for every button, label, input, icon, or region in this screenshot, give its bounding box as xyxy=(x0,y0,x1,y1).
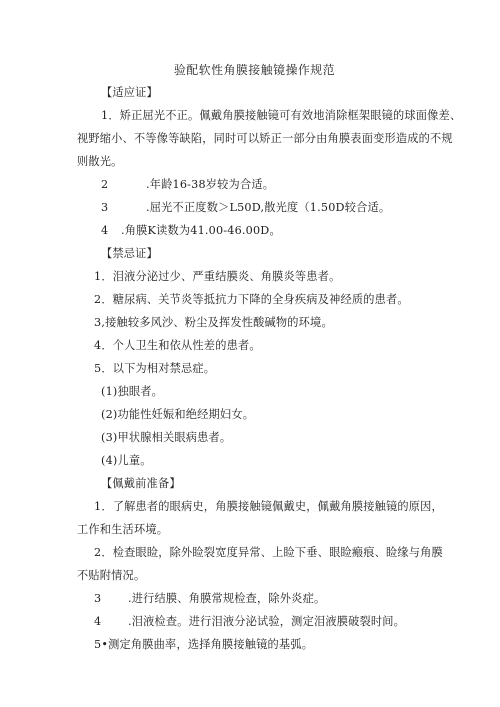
contraindication-item-5: 5．以下为相对禁忌症。 xyxy=(94,362,216,375)
section-heading-preparation: 【佩戴前准备】 xyxy=(101,477,181,490)
page-title: 验配软性角膜接触镜操作规范 xyxy=(174,63,336,77)
contraindication-item-3: 3,接触较多风沙、粉尘及挥发性酸碱物的环境。 xyxy=(94,316,333,329)
preparation-item-2-line-1: 2．检查眼睑，除外睑裂宽度异常、上睑下垂、眼睑瘢痕、睑缘与角膜 xyxy=(94,546,443,559)
preparation-item-1-line-2: 工作和生活环境。 xyxy=(77,523,169,536)
indication-item-1-line-1: 1．矫正屈光不正。佩戴角膜接触镜可有效地消除框架眼镜的球面像差、 xyxy=(101,109,462,122)
contraindication-item-1: 1．泪液分泌过少、严重结膜炎、角膜炎等患者。 xyxy=(94,270,341,283)
preparation-item-4-number: 4 xyxy=(94,615,102,628)
preparation-item-2-line-2: 不贴附情况。 xyxy=(77,569,146,582)
contraindication-sub-2: (2)功能性妊娠和绝经期妇女。 xyxy=(101,408,255,421)
indication-item-1-line-2: 视野缩小、不等像等缺陷，同时可以矫正一部分由角膜表面变形造成的不规 xyxy=(77,132,453,145)
preparation-item-5: 5•测定角膜曲率，选择角膜接触镜的基弧。 xyxy=(94,638,314,651)
indication-item-3 xyxy=(101,201,390,215)
contraindication-sub-3: (3)甲状腺相关眼病患者。 xyxy=(101,431,232,444)
indication-item-2-text: .年龄16-38岁较为合适。 xyxy=(146,178,275,191)
contraindication-sub-1: (1)独眼者。 xyxy=(101,385,163,398)
section-heading-indications: 【适应证】 xyxy=(101,86,158,99)
preparation-item-3-number: 3 xyxy=(94,592,102,605)
preparation-item-4-text: .泪液检查。进行泪液分泌试验，测定泪液膜破裂时间。 xyxy=(128,615,406,628)
contraindication-item-4: 4．个人卫生和依从性差的患者。 xyxy=(94,339,261,352)
indication-item-2 xyxy=(101,178,274,192)
contraindication-item-2: 2．糖尿病、关节炎等抵抗力下降的全身疾病及神经质的患者。 xyxy=(94,293,409,306)
preparation-item-3-text: .进行结膜、角膜常规检查，除外炎症。 xyxy=(128,592,326,605)
indication-item-3-number: 3 xyxy=(101,201,109,214)
contraindication-sub-4: (4)儿童。 xyxy=(101,454,152,467)
indication-item-4-text: .角膜K读数为41.00-46.00D。 xyxy=(121,224,281,237)
section-heading-contraindications: 【禁忌证】 xyxy=(101,247,158,260)
indication-item-4 xyxy=(101,224,281,238)
preparation-item-3 xyxy=(94,592,325,606)
preparation-item-4 xyxy=(94,615,405,629)
indication-item-4-number: 4 xyxy=(101,224,109,237)
indication-item-1-line-3: 则散光。 xyxy=(77,155,123,168)
indication-item-2-number: 2 xyxy=(101,178,109,191)
indication-item-3-text: .屈光不正度数＞L50D,散光度（1.50D较合适。 xyxy=(146,201,391,214)
preparation-item-1-line-1: 1．了解患者的眼病史，角膜接触镜佩戴史，佩戴角膜接触镜的原因， xyxy=(94,500,443,513)
